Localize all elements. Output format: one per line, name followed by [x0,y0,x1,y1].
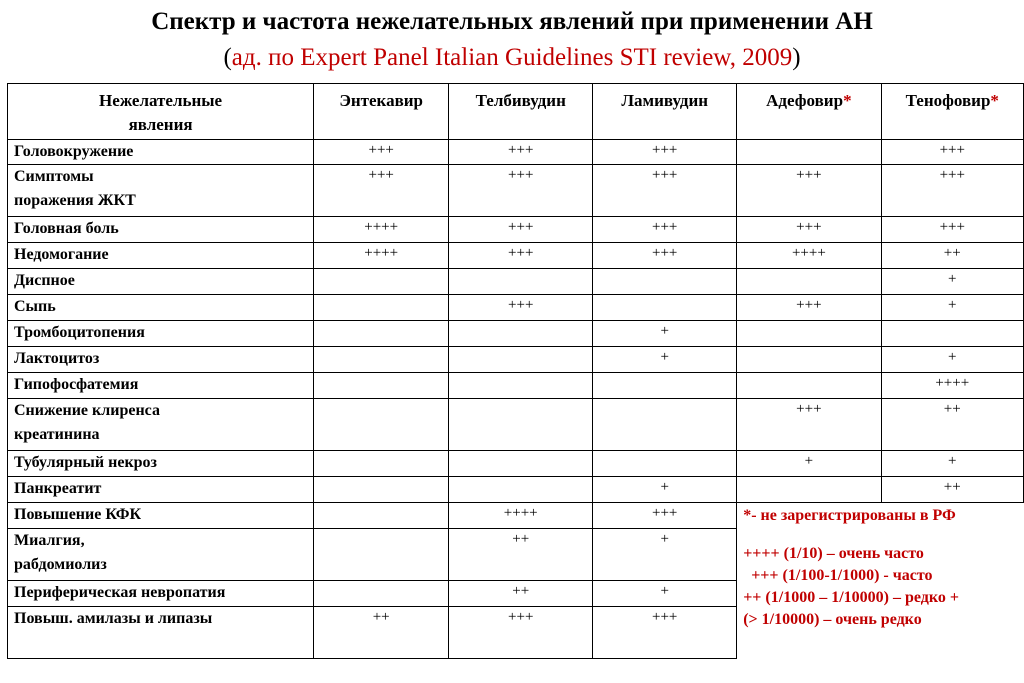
table-row [8,373,1024,399]
adverse-events-table [7,83,1024,659]
row-label: Головокружение [8,140,314,165]
table-cell [593,399,737,451]
table-row [8,295,1024,321]
row-label: Повыш. амилазы и липазы [8,607,314,659]
table-cell [449,451,593,477]
table-cell: ++++ [449,503,593,529]
legend-note: *- не зарегистрированы в РФ [743,507,956,524]
table-cell: ++ [881,399,1023,451]
table-cell: + [881,295,1023,321]
subtitle-close-paren: ) [792,44,801,71]
table-row [8,140,1024,165]
row-label: Снижение клиренса креатинина [8,399,314,451]
table-cell: +++ [449,165,593,217]
table-cell: +++ [881,217,1023,243]
row-label: Тромбоцитопения [8,321,314,347]
table-row [8,451,1024,477]
table-cell: ++ [881,477,1023,503]
table-cell [314,451,449,477]
table-row [8,321,1024,347]
row-label: Повышение КФК [8,503,314,529]
row-label: Панкреатит [8,477,314,503]
table-cell: +++ [737,399,881,451]
table-cell: +++ [449,217,593,243]
row-label: Лактоцитоз [8,347,314,373]
table-cell: +++ [449,243,593,269]
table-cell: ++ [881,243,1023,269]
table-cell [314,269,449,295]
table-cell [314,321,449,347]
table-cell: + [593,581,737,607]
table-cell: ++ [449,581,593,607]
table-cell [314,295,449,321]
table-cell [593,373,737,399]
table-cell: + [881,347,1023,373]
table-cell: +++ [449,295,593,321]
table-row [8,347,1024,373]
table-cell [449,347,593,373]
table-cell: +++ [593,165,737,217]
table-cell [314,373,449,399]
header-entecavir: Энтекавир [314,84,449,140]
table-cell [737,347,881,373]
table-header-row [8,84,1024,140]
table-cell: +++ [449,607,593,659]
subtitle-open-paren: ( [223,44,232,71]
legend-line: ++ (1/1000 – 1/10000) – редко + [743,589,959,606]
table-cell: ++ [449,529,593,581]
row-label: Сыпь [8,295,314,321]
table-cell [314,581,449,607]
row-label: Головная боль [8,217,314,243]
table-cell [449,477,593,503]
row-label: Миалгия, рабдомиолиз [8,529,314,581]
row-label: Симптомы поражения ЖКТ [8,165,314,217]
header-adverse-events: Нежелательные явления [8,84,314,140]
row-label: Гипофосфатемия [8,373,314,399]
row-label: Тубулярный некроз [8,451,314,477]
table-cell: +++ [737,295,881,321]
page-subtitle [0,44,1024,72]
table-cell: +++ [737,217,881,243]
table-cell: +++ [593,217,737,243]
table-cell: +++ [593,607,737,659]
table-cell: +++ [593,503,737,529]
legend-line: ++++ (1/10) – очень часто [743,545,924,562]
table-cell [449,321,593,347]
header-telbivudine: Телбивудин [449,84,593,140]
header-tenofovir: Тенофовир* [881,84,1023,140]
table-cell: + [593,321,737,347]
table-cell: + [881,451,1023,477]
table-cell [449,399,593,451]
table-cell: + [737,451,881,477]
table-row [8,165,1024,217]
table-cell [737,477,881,503]
table-cell [314,477,449,503]
table-cell [593,269,737,295]
table-cell: + [881,269,1023,295]
table-cell: +++ [881,165,1023,217]
table-row [8,217,1024,243]
table-cell: + [593,477,737,503]
table-cell [737,269,881,295]
table-cell [314,503,449,529]
table-cell [737,140,881,165]
page-title: Спектр и частота нежелательных явлений при применении АН [151,8,873,35]
table-row [8,477,1024,503]
row-label: Диспное [8,269,314,295]
table-cell [314,529,449,581]
legend [737,503,1024,659]
table-cell: ++++ [314,243,449,269]
table-row [8,503,1024,529]
table-cell: ++++ [314,217,449,243]
table-cell: ++ [314,607,449,659]
table-cell: +++ [314,140,449,165]
table-cell: +++ [593,140,737,165]
table-cell: ++++ [881,373,1023,399]
table-cell: +++ [737,165,881,217]
header-lamivudine: Ламивудин [593,84,737,140]
table-cell: +++ [593,243,737,269]
table-cell: + [593,529,737,581]
table-cell [314,399,449,451]
table-cell [881,321,1023,347]
table-cell [737,373,881,399]
row-label: Периферическая невропатия [8,581,314,607]
legend-line: +++ (1/100-1/1000) - часто [743,567,933,584]
subtitle-source: ад. по Expert Panel Italian Guidelines STI review, 2009 [231,44,793,71]
table-cell [737,321,881,347]
table-cell [449,373,593,399]
table-cell [449,269,593,295]
table-row [8,243,1024,269]
table-cell: ++++ [737,243,881,269]
table-cell: + [593,347,737,373]
header-adefovir: Адефовир* [737,84,881,140]
legend-line: (> 1/10000) – очень редко [743,611,922,628]
table-cell: +++ [881,140,1023,165]
table-cell [314,347,449,373]
table-cell [593,451,737,477]
table-row [8,399,1024,451]
table-cell: +++ [449,140,593,165]
row-label: Недомогание [8,243,314,269]
table-row [8,269,1024,295]
table-cell [593,295,737,321]
table-cell: +++ [314,165,449,217]
